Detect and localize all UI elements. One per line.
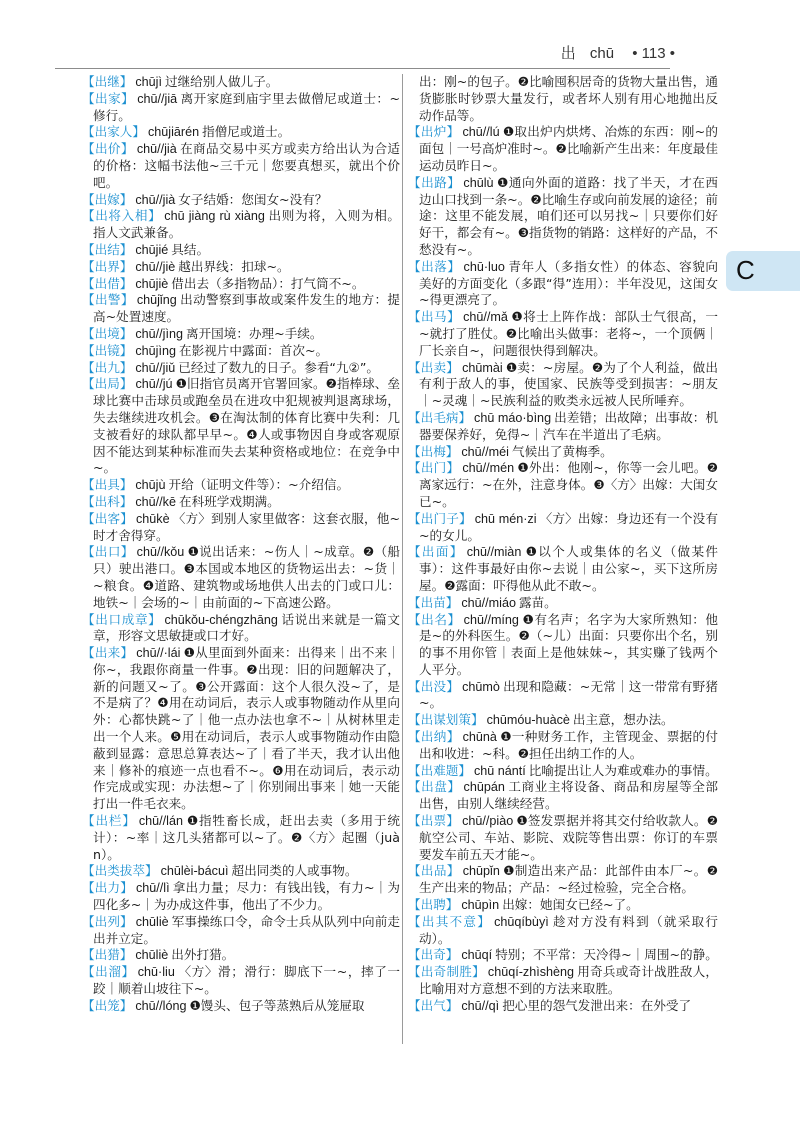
right-column [408,74,718,1015]
pinyin: chū//jìng [135,326,183,341]
pinyin: chū//miáo [461,595,516,610]
pinyin: chūqí-zhìshèng [487,965,575,980]
pinyin: chū//piào [462,814,514,829]
headword: 【出家人】 [82,124,145,140]
pinyin: chūkè [136,511,170,526]
headword: 【出路】 [408,174,461,190]
dictionary-entry [408,259,718,309]
headword: 【出列】 [82,913,133,929]
headword: 【出局】 [82,376,133,392]
pinyin: chū//míng [463,612,519,627]
headword: 【出奇】 [408,947,459,963]
dictionary-entry [82,376,400,477]
headword: 【出没】 [408,678,460,694]
definition: ❶从里面到外面来：出得来｜出不来｜你~，我跟你商量一件事。❷出现：旧的问题解决了，新的问题又~了。❸公开露面：这个人很久没~了，是不是病了？❹用在动词后，表示人或事物随动作从里向外：心都快跳~了｜他一点办法也拿不~｜从树林里走出一个人来。❺用在动词后，表示人或事物随动作由隐蔽到显露：意思总算表达~了｜看了半天，我才认出他来｜修补的痕迹一点也看不~。❻用在动词后，表示动作完成或实现：办法想~了｜你别闹出事来｜她一天能打出一件毛衣来。 [93,645,401,812]
definition: 在商品交易中买方或卖方给出认为合适的价格：这幅书法他~三千元｜您要真想买，就出个价吧。 [93,141,401,190]
dictionary-entry [408,612,718,679]
pinyin: chū//jià [135,192,176,207]
headword: 【出借】 [82,275,133,291]
dictionary-entry [408,595,718,612]
dictionary-entry [408,544,718,594]
dictionary-entry [408,124,718,174]
headword: 【出继】 [82,74,133,89]
headword: 【出来】 [82,645,134,661]
definition: 〈方〉到别人家里做客：这套衣服，他~时才舍得穿。 [93,510,401,543]
pinyin: chū//jiǔ [135,360,176,375]
dictionary-entry [408,460,718,510]
dictionary-entry [408,175,718,259]
pinyin: chūpán [463,780,505,795]
definition: 话说出来就是一篇文章，形容文思敏捷或口才好。 [93,611,401,644]
headword: 【出九】 [82,359,133,375]
pinyin: chū//méi [461,444,509,459]
pinyin: chūqí [461,948,493,963]
pinyin: chūmóu-huàcè [486,713,570,728]
dictionary-entry [408,511,718,545]
definition: 出差错；出故障；出事故：机器要保养好，免得~｜汽车在半道出了毛病。 [419,409,718,442]
pinyin: chūmò [462,679,500,694]
header-rule [55,68,670,69]
pinyin: chūjù [135,478,166,493]
pinyin: chūjì [135,75,162,89]
headword: 【出难题】 [408,762,471,778]
pinyin: chūjǐng [136,293,177,308]
pinyin: chūjìng [135,343,176,358]
pinyin: chū//lú [462,125,500,140]
definition: 在科班学戏期满。 [178,493,280,509]
headword: 【出盘】 [408,779,461,795]
pinyin: chū//qì [461,998,500,1013]
headword: 【出卖】 [408,359,460,375]
pinyin: chū nántí [473,763,526,778]
pinyin: chū//lóng [135,998,187,1013]
definition: 离开家庭到庙宇里去做僧尼或道士：~修行。 [93,90,400,123]
dictionary-entry [82,276,400,293]
definition: 借出去（多指物品）：打气筒不~。 [171,275,365,291]
pinyin: chū//jià [136,142,177,157]
headword: 【出毛病】 [408,409,472,425]
definition: ❶制造出来产品：此部件由本厂~。❷生产出来的物品；产品：~经过检验，完全合格。 [419,863,718,896]
headword: 【出具】 [82,477,133,493]
dictionary-entry [82,947,400,964]
definition: ❶一种财务工作，主管现金、票据的付出和收进：~科。❷担任出纳工作的人。 [419,729,719,761]
headword: 【出镜】 [82,342,133,358]
dictionary-entry [82,208,400,242]
running-head [561,42,675,63]
definition: 出则为将，入则为相。指人文武兼备。 [93,208,401,241]
headword: 【出栏】 [82,813,136,829]
headword: 【出家】 [82,90,135,106]
dictionary-entry [82,192,400,209]
pinyin: chūmài [462,360,503,375]
definition: 趁对方没有料到（就采取行动）。 [419,913,719,946]
pinyin: chū mén·zi [474,511,537,526]
definition: 离开国境：办理~手续。 [185,325,323,341]
pinyin: chū//kē [135,494,176,509]
page-header [55,40,675,66]
pinyin: chū//miàn [466,545,522,560]
definition: 越出界线：扣球~。 [178,258,290,274]
definition: 超出同类的人或事物。 [231,863,358,879]
dictionary-entry [408,897,718,914]
header-character: 出 [560,45,576,62]
headword: 【出口】 [82,544,134,560]
page-number: • 113 • [632,45,675,62]
definition: 军事操练口令，命令士兵从队列中向前走出并立定。 [93,913,401,946]
thumb-index-tab[interactable] [726,251,800,291]
dictionary-entry [408,444,718,461]
pinyin: chūlù [463,175,494,190]
definition: 特别；不平常：天冷得~｜周围~的静。 [495,947,718,963]
pinyin: chū jiàng rù xiàng [164,209,265,224]
dictionary-entry [408,74,718,124]
definition: 〈方〉出嫁：身边还有一个没有~的女儿。 [419,510,718,543]
pinyin: chūlèi-bácuì [160,864,229,879]
definition: 用奇兵或奇计战胜敌人，比喻用对方意想不到的方法来取胜。 [419,964,719,997]
definition: 具结。 [171,241,210,257]
dictionary-entry [82,511,400,545]
pinyin: chū·luo [463,259,505,274]
dictionary-entry [82,259,400,276]
dictionary-entry [408,309,718,359]
dictionary-entry [82,914,400,948]
definition: ❶指牲畜长成，赶出去卖（多用于统计）：~率｜这几头猪都可以~了。❷〈方〉起圈（juàn）。 [93,813,400,862]
dictionary-entry [408,763,718,780]
definition: 出嫁：她闺女已经~了。 [502,897,639,913]
header-pinyin: chū [589,45,615,62]
headword: 【出其不意】 [408,913,492,929]
dictionary-entry [82,998,400,1015]
dictionary-entry [82,292,400,326]
dictionary-entry [82,863,400,880]
definition: 拿出力量；尽力：有钱出钱，有力~｜为四化多~｜为办成这件事，他出了不少力。 [93,880,401,913]
headword: 【出界】 [82,258,133,274]
dictionary-entry [408,779,718,813]
headword: 【出警】 [82,292,134,308]
definition: 在影视片中露面：首次~。 [179,342,329,358]
dictionary-entry [82,813,400,863]
definition: 过继给别人做儿子。 [164,74,279,89]
definition: ❶外出：他刚~，你等一会儿吧。❷离家远行：~在外，注意身体。❸〈方〉出嫁：大闺女已~。 [419,460,719,509]
pinyin: chūjiārén [147,125,200,140]
pinyin: chūpìn [461,898,500,913]
headword: 【出客】 [82,510,133,526]
headword: 【出炉】 [408,124,460,140]
definition: 青年人（多指女性）的体态、容貌向美好的方面变化（多跟“得”连用）：半年没见，这闺女~得更漂亮了。 [419,258,719,308]
headword: 【出苗】 [408,594,459,610]
definition: 出动警察到事故或案件发生的地方：提高~处置速度。 [93,292,401,325]
dictionary-entry [408,729,718,763]
headword: 【出类拔萃】 [82,863,158,879]
pinyin: chūnà [462,730,497,745]
dictionary-entry [408,914,718,948]
definition: 开给（证明文件等）：~介绍信。 [168,477,350,493]
definition: 把心里的怨气发泄出来：在外受了 [502,997,692,1013]
definition: ❶卖：~房屋。❷为了个人利益，做出有利于敌人的事，使国家、民族等受到损害：~朋友｜~灵魂｜~民族利益的败类永远被人民所唾弃。 [419,359,719,409]
pinyin: chū//mén [462,461,515,476]
pinyin: chū//jú [135,377,173,392]
headword: 【出价】 [82,141,134,157]
dictionary-entry [408,410,718,444]
thumb-index-letter: C [736,255,755,285]
dictionary-entry [82,124,400,141]
headword: 【出纳】 [408,729,460,745]
definition: 出外打猎。 [171,947,235,963]
column-divider [402,74,403,1044]
headword: 【出口成章】 [82,611,162,627]
definition: ❶签发票据并将其交付给收款人。❷航空公司、车站、影院、戏院等售出票：你订的车票要发车前五天才能~。 [419,813,718,862]
pinyin: chūliè [135,914,169,929]
definition: 出：刚~的包子。❷比喻囤积居奇的货物大量出售，通货膨胀时钞票大量发行，或者坏人别有用心地抛出反动作品等。 [419,74,718,123]
dictionary-entry [408,998,718,1015]
definition: ❶有名声；名字为大家所熟知：他是~的外科医生。❷（~儿）出面：只要你出个名，别的事不用你管｜表面上是他妹妹~，其实赚了钱两个人平分。 [419,611,719,677]
pinyin: chū//·lái [136,646,181,661]
dictionary-entry [408,813,718,863]
pinyin: chū//mǎ [463,310,508,325]
dictionary-entry [82,964,400,998]
dictionary-entry [82,74,400,91]
dictionary-entry [408,360,718,410]
dictionary-entry [408,679,718,713]
definition: ❶取出炉内烘烤、冶炼的东西：刚~的面包｜一号高炉准时~。❷比喻新产生出来：年度最佳运动员昨日~。 [419,124,719,173]
dictionary-entry [82,477,400,494]
dictionary-entry [82,880,400,914]
dictionary-entry [82,360,400,377]
definition: 指僧尼或道士。 [202,124,291,140]
definition: ❶通向外面的道路：找了半天，才在西边山口找到一条~。❷比喻生存或向前发展的途径；前途：这里不能发展，咱们还可以另找~｜只要你们好好干，都会有~。❸指货物的销路：这样好的产品，不愁没有~。 [419,174,718,257]
headword: 【出气】 [408,997,459,1013]
definition: 出主意，想办法。 [572,712,674,728]
headword: 【出将入相】 [82,208,162,224]
pinyin: chūqíbùyì [494,914,549,929]
pinyin: chūjiè [135,276,169,291]
pinyin: chū//lán [138,814,183,829]
pinyin: chū//jiā [137,91,178,106]
headword: 【出溜】 [82,964,135,980]
headword: 【出聘】 [408,897,459,913]
headword: 【出门】 [408,460,460,476]
dictionary-entry [82,645,400,813]
definition: 已经过了数九的日子。参看“九②”。 [178,359,379,375]
dictionary-entry [82,494,400,511]
headword: 【出品】 [408,863,460,879]
pinyin: chūliè [135,948,169,963]
headword: 【出结】 [82,241,133,257]
definition: 〈方〉滑；滑行：脚底下一~，摔了一跤｜顺着山坡往下~。 [93,964,400,997]
left-column [82,74,400,1015]
headword: 【出马】 [408,309,461,325]
headword: 【出笼】 [82,997,133,1013]
headword: 【出落】 [408,258,461,274]
headword: 【出境】 [82,325,133,341]
definition: ❶旧指官员离开官署回家。❷指棒球、垒球比赛中击球员或跑垒员在进攻中犯规被判退离球场，失去继续进攻机会。❸在淘汰制的体育比赛中失利：几支被看好的球队都早早~。❹人或事物因自身或客观原因不能达到某种标准而失去某种资格或地位：在竞争中~。 [93,376,400,476]
dictionary-entry [82,141,400,191]
dictionary-entry [82,343,400,360]
pinyin: chū máo·bìng [474,410,552,425]
pinyin: chū·liu [137,965,175,980]
headword: 【出奇制胜】 [408,964,485,980]
headword: 【出力】 [82,880,133,896]
definition: ❶馒头、包子等蒸熟后从笼屉取 [189,997,365,1013]
headword: 【出门子】 [408,510,472,526]
dictionary-entry [408,863,718,897]
definition: 女子结婚：您闺女~没有？ [178,191,328,207]
dictionary-entry [82,326,400,343]
dictionary-entry [82,242,400,259]
headword: 【出猎】 [82,947,133,963]
pinyin: chū//jiè [135,259,176,274]
dictionary-entry [408,964,718,998]
pinyin: chūkǒu-chéngzhāng [164,612,278,627]
dictionary-entry [82,544,400,611]
headword: 【出梅】 [408,443,459,459]
dictionary-entry [408,712,718,729]
headword: 【出面】 [408,544,464,560]
headword: 【出谋划策】 [408,712,484,728]
headword: 【出嫁】 [82,191,133,207]
definition: 出现和隐藏：~无常｜这一带常有野猪~。 [419,678,718,711]
headword: 【出名】 [408,611,461,627]
definition: ❶将士上阵作战：部队士气很高，一~就打了胜仗。❷比喻出头做事：老将~，一个顶俩｜厂长亲自~，问题很快得到解决。 [419,309,719,358]
definition: ❶说出话来：~伤人｜~成章。❷（船只）驶出港口。❸本国或本地区的货物运出去：~货｜~粮食。❹道路、建筑物或场地供人出去的门或口儿：地铁~｜会场的~｜由前面的~下高速公路。 [93,544,401,610]
headword: 【出票】 [408,813,460,829]
pinyin: chū//lì [136,881,170,896]
pinyin: chū//kǒu [136,545,185,560]
dictionary-entry [82,612,400,646]
definition: 气候出了黄梅季。 [511,443,613,459]
dictionary-entry [82,91,400,125]
dictionary-entry [408,947,718,964]
headword: 【出科】 [82,493,133,509]
definition: 比喻提出让人为难或难办的事情。 [528,762,718,778]
definition: 露苗。 [518,594,557,610]
definition: ❶以个人或集体的名义（做某件事）：这件事最好由你~去说｜由公家~，买下这所房屋。❷露面：吓得他从此不敢~。 [419,544,719,593]
pinyin: chūjié [135,242,169,257]
definition: 工商业主将设备、商品和房屋等全部出售，由别人继续经营。 [419,779,719,812]
pinyin: chūpǐn [462,864,500,879]
